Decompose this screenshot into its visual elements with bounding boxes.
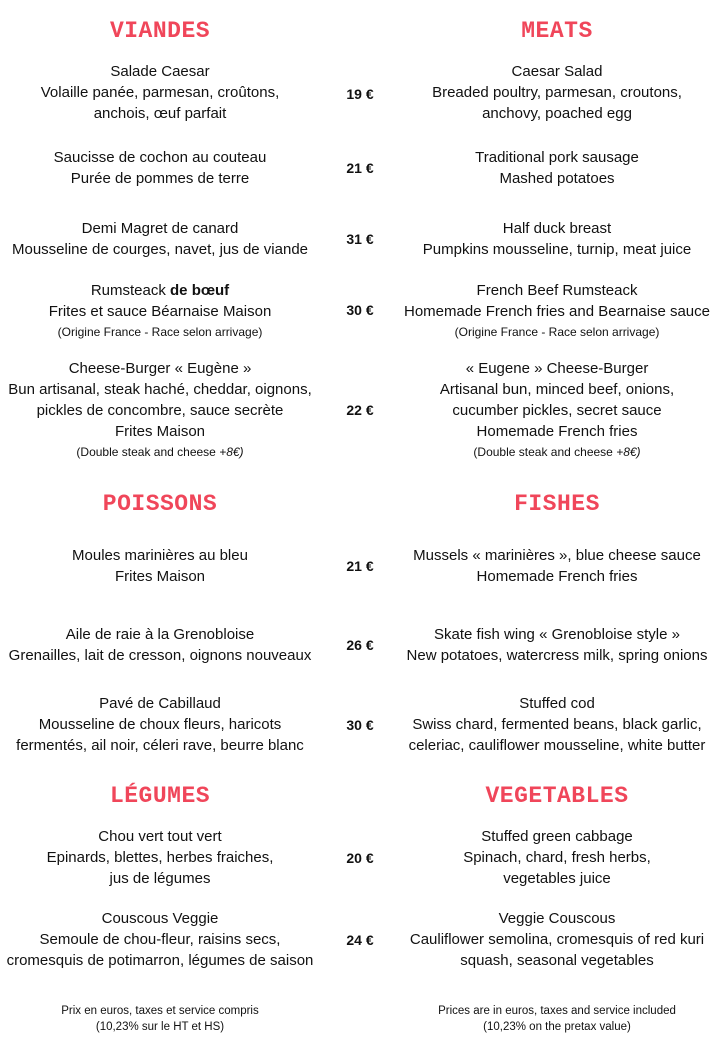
item-description: Homemade French fries [476, 423, 638, 440]
item-name: Stuffed cod [519, 695, 595, 712]
item-description: Breaded poultry, parmesan, croutons, [432, 84, 682, 101]
menu-item-fr [0, 826, 320, 889]
item-description: Pumpkins mousseline, turnip, meat juice [422, 241, 692, 258]
item-description: cromesquis de potimarron, légumes de saison [6, 952, 314, 969]
item-name: Pavé de Cabillaud [99, 695, 221, 712]
item-name: Aile de raie à la Grenobloise [65, 626, 255, 643]
footer-line: (10,23% on the pretax value) [483, 1021, 631, 1033]
item-description: anchois, œuf parfait [93, 105, 227, 122]
item-name: Moules marinières au bleu [72, 547, 248, 564]
section-title-meats: MEATS [521, 18, 593, 44]
footer-note-fr [0, 1003, 320, 1035]
menu-item-en [397, 624, 717, 666]
item-description: Semoule de chou-fleur, raisins secs, [39, 931, 281, 948]
menu-item-en [397, 826, 717, 889]
item-name: Salade Caesar [110, 63, 210, 80]
item-description: Spinach, chard, fresh herbs, [463, 849, 651, 866]
item-description: Frites Maison [114, 568, 206, 585]
menu-item-en [397, 693, 717, 756]
menu-item-fr [0, 908, 320, 971]
item-price: 20 € [346, 850, 374, 866]
item-description: Frites et sauce Béarnaise Maison [48, 303, 272, 320]
item-description: Frites Maison [114, 423, 206, 440]
footer-note-en [397, 1003, 717, 1035]
item-description: New potatoes, watercress milk, spring onions [406, 647, 708, 664]
menu-item-en [397, 358, 717, 462]
menu-item-fr [0, 358, 320, 462]
item-name: Skate fish wing « Grenobloise style » [434, 626, 680, 643]
note-text: (Double steak and cheese [76, 445, 216, 459]
item-description: Mashed potatoes [499, 170, 615, 187]
menu-item-fr [0, 218, 320, 260]
item-description: squash, seasonal vegetables [460, 952, 654, 969]
item-note [0, 442, 320, 462]
menu-item-en [397, 218, 717, 260]
item-name: Traditional pork sausage [475, 149, 639, 166]
section-title-poissons: POISSONS [102, 491, 218, 517]
item-price: 21 € [346, 160, 374, 176]
item-description: Artisanal bun, minced beef, onions, [439, 381, 675, 398]
menu-item-fr [0, 693, 320, 756]
item-name: Demi Magret de canard [81, 220, 239, 237]
item-name: Stuffed green cabbage [481, 828, 633, 845]
footer-line: (10,23% sur le HT et HS) [95, 1021, 225, 1033]
footer-line: Prix en euros, taxes et service compris [61, 1005, 259, 1017]
item-name: Half duck breast [502, 220, 612, 237]
item-name: Saucisse de cochon au couteau [53, 149, 267, 166]
item-description: Cauliflower semolina, cromesquis of red kuri [409, 931, 705, 948]
note-supplement: +8€) [616, 445, 641, 459]
menu-item-fr [0, 280, 320, 342]
item-description: Epinards, blettes, herbes fraiches, [46, 849, 274, 866]
section-title-fishes: FISHES [514, 491, 600, 517]
item-description: anchovy, poached egg [482, 105, 632, 122]
item-description: Homemade French fries and Bearnaise sauce [404, 303, 710, 320]
item-description: Grenailles, lait de cresson, oignons nouveaux [8, 647, 312, 664]
item-price: 21 € [346, 558, 374, 574]
menu-item-en [397, 147, 717, 189]
item-description: Purée de pommes de terre [70, 170, 250, 187]
item-description: Mousseline de choux fleurs, haricots [38, 716, 282, 733]
item-description: cucumber pickles, secret sauce [452, 402, 662, 419]
section-title-viandes: VIANDES [109, 18, 211, 44]
item-description: pickles de concombre, sauce secrète [36, 402, 284, 419]
item-name: « Eugene » Cheese-Burger [465, 360, 649, 377]
menu-item-en [397, 61, 717, 124]
menu-item-fr [0, 147, 320, 189]
menu-item-en [397, 280, 717, 342]
item-description: fermentés, ail noir, céleri rave, beurre blanc [16, 737, 304, 754]
item-name: Couscous Veggie [101, 910, 219, 927]
item-name: Cheese-Burger « Eugène » [68, 360, 252, 377]
menu-item-fr [0, 545, 320, 587]
item-name: Caesar Salad [511, 63, 603, 80]
menu-item-fr [0, 624, 320, 666]
section-title-legumes: LÉGUMES [109, 783, 211, 809]
item-price: 24 € [346, 932, 374, 948]
item-description: celeriac, cauliflower mousseline, white butter [408, 737, 706, 754]
menu-item-en [397, 908, 717, 971]
item-note [397, 442, 717, 462]
item-description: Bun artisanal, steak haché, cheddar, oignons, [8, 381, 312, 398]
item-note: (Origine France - Race selon arrivage) [57, 325, 263, 339]
item-price: 26 € [346, 637, 374, 653]
item-description: Swiss chard, fermented beans, black garlic, [412, 716, 702, 733]
item-description: Homemade French fries [476, 568, 638, 585]
item-name-part: Rumsteack [90, 282, 166, 299]
item-price: 30 € [346, 717, 374, 733]
item-name: Chou vert tout vert [98, 828, 222, 845]
item-description: Mousseline de courges, navet, jus de viande [11, 241, 308, 258]
item-description: jus de légumes [109, 870, 211, 887]
item-description: Volaille panée, parmesan, croûtons, [40, 84, 280, 101]
item-description: vegetables juice [503, 870, 611, 887]
section-title-vegetables: VEGETABLES [485, 783, 629, 809]
item-name: Mussels « marinières », blue cheese sauce [413, 547, 701, 564]
footer-line: Prices are in euros, taxes and service included [438, 1005, 676, 1017]
item-name [0, 280, 320, 301]
item-name: Veggie Couscous [498, 910, 616, 927]
menu-item-fr [0, 61, 320, 124]
item-price: 30 € [346, 302, 374, 318]
note-text: (Double steak and cheese [473, 445, 613, 459]
item-price: 19 € [346, 86, 374, 102]
note-supplement: +8€) [219, 445, 244, 459]
item-price: 31 € [346, 231, 374, 247]
item-price: 22 € [346, 402, 374, 418]
item-name: French Beef Rumsteack [476, 282, 638, 299]
menu-item-en [397, 545, 717, 587]
item-name-bold: de bœuf [170, 282, 230, 299]
item-note: (Origine France - Race selon arrivage) [454, 325, 660, 339]
